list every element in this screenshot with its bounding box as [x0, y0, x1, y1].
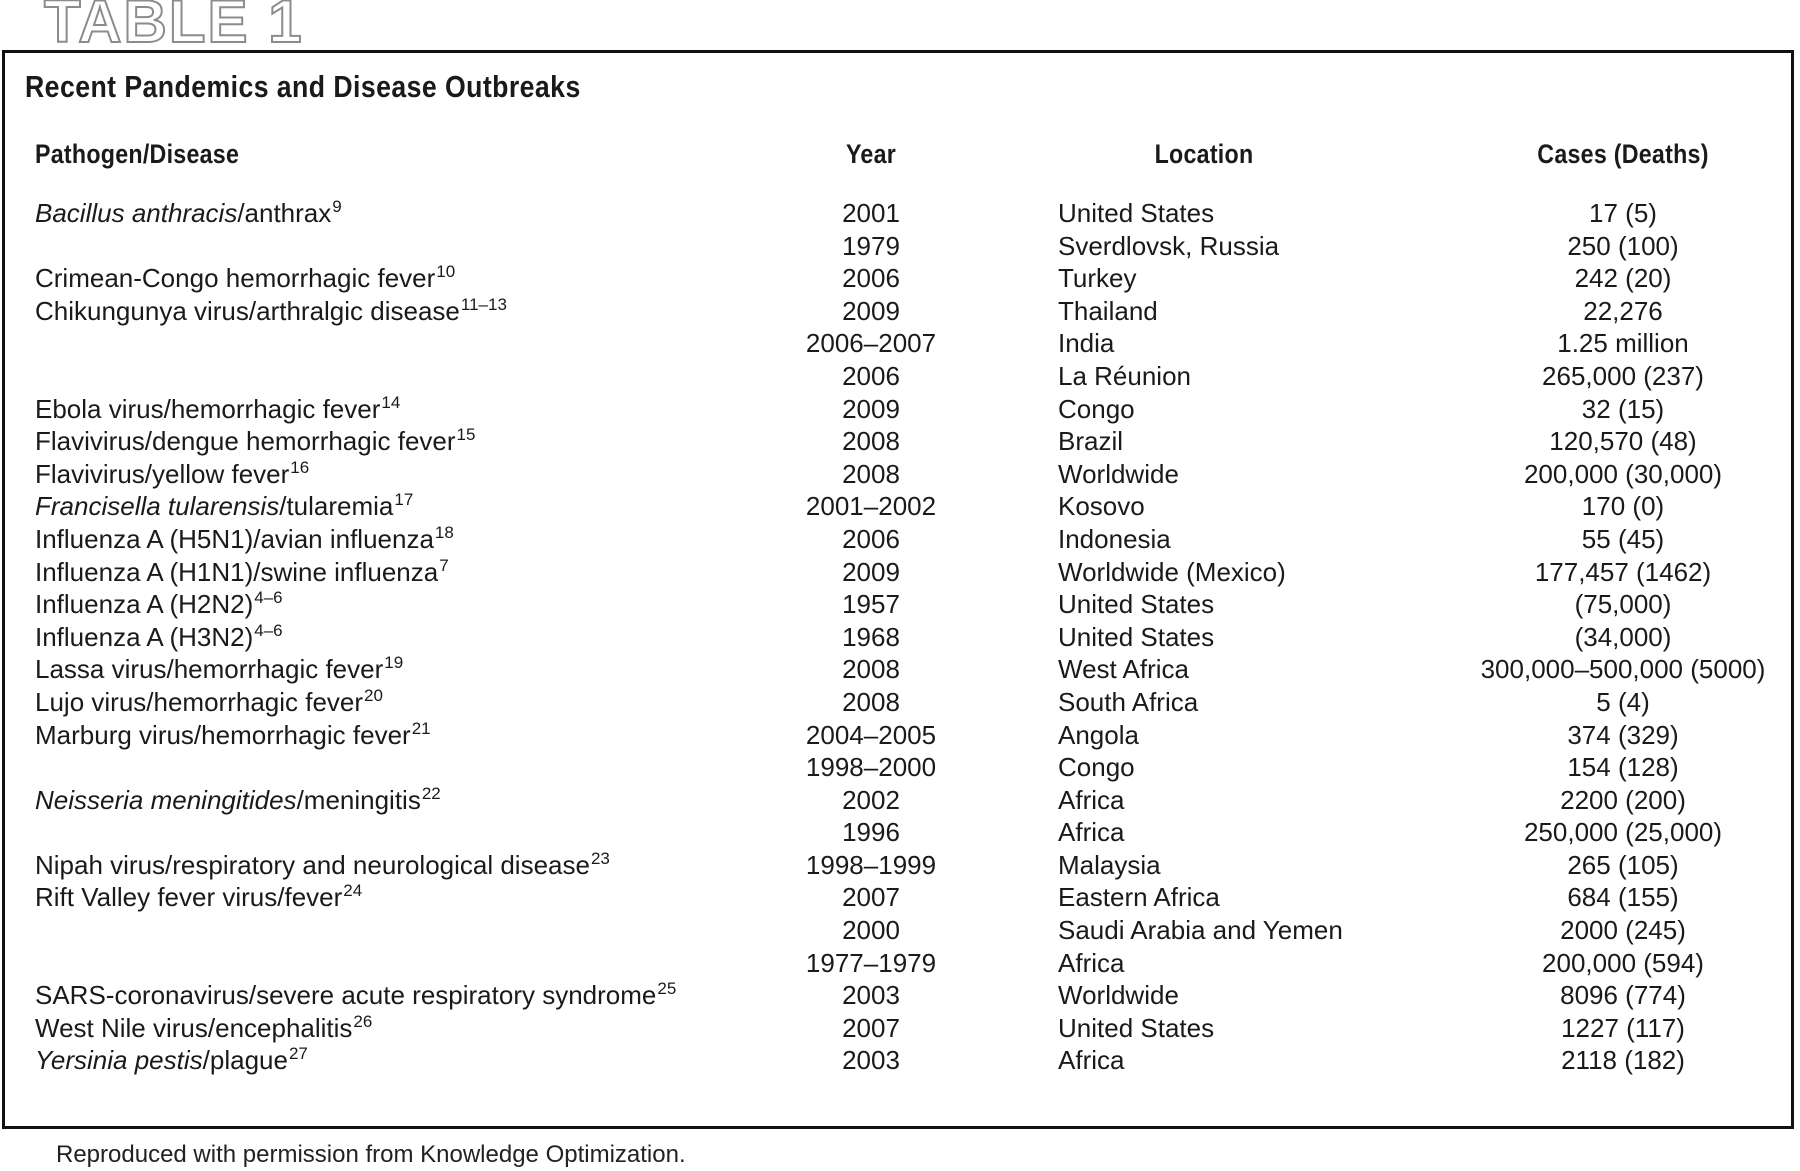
cell-location: Angola	[1058, 719, 1139, 750]
reference-superscript: 9	[332, 197, 342, 216]
table-title: Recent Pandemics and Disease Outbreaks	[25, 69, 581, 104]
pathogen-disease-text: Influenza A (H2N2)	[35, 589, 254, 620]
cell-location: Malaysia	[1058, 849, 1161, 880]
year-value: 2009	[842, 295, 900, 326]
column-header-location-label: Location	[1154, 139, 1254, 169]
pathogen-disease-text: Crimean-Congo hemorrhagic fever	[35, 263, 436, 294]
cases-value: 177,457 (1462)	[1534, 556, 1712, 587]
table-row	[5, 816, 1791, 849]
cases-value: 265,000 (237)	[1542, 360, 1704, 391]
table-row	[5, 881, 1791, 914]
table-row	[5, 360, 1791, 393]
year-value: 2006	[842, 523, 900, 554]
table-row	[5, 686, 1791, 719]
cell-location: Turkey	[1058, 263, 1137, 294]
year-value: 1998–2000	[805, 752, 937, 783]
column-header-pathogen: Pathogen/Disease	[35, 139, 240, 169]
reference-superscript: 27	[288, 1044, 308, 1064]
year-value: 1996	[842, 817, 900, 848]
table-row	[5, 653, 1791, 686]
reference-superscript: 24	[343, 881, 363, 901]
cell-location: West Africa	[1058, 654, 1190, 685]
reference-superscript: 20	[364, 685, 383, 705]
cell-location: Africa	[1058, 1045, 1125, 1076]
year-value: 1957	[842, 589, 900, 620]
pathogen-disease-text: Influenza A (H5N1)/avian influenza	[35, 523, 434, 554]
pathogen-species-name: Francisella tularensis	[35, 491, 280, 522]
pathogen-disease-text: Nipah virus/respiratory and neurological disease	[35, 849, 590, 880]
pathogen-disease-text: Ebola virus/hemorrhagic fever	[35, 393, 381, 424]
reference-superscript: 22	[421, 783, 441, 803]
cases-value: 1227 (117)	[1561, 1012, 1685, 1043]
year-value: 2004–2005	[805, 719, 937, 750]
cases-value: 242 (20)	[1574, 263, 1672, 294]
table-row	[5, 230, 1791, 263]
cases-value: 250,000 (25,000)	[1523, 817, 1723, 848]
cases-value: 22,276	[1583, 295, 1663, 326]
cell-location: Worldwide	[1058, 458, 1179, 489]
year-value: 1979	[842, 230, 900, 261]
cell-pathogen	[35, 1044, 308, 1081]
year-value: 2007	[842, 882, 900, 913]
cell-location: India	[1058, 328, 1115, 359]
cell-location: Congo	[1058, 752, 1135, 783]
cases-value: (34,000)	[1574, 621, 1672, 652]
pathogen-disease-text: West Nile virus/encephalitis	[35, 1012, 353, 1043]
pathogen-disease-text: /plague	[202, 1045, 288, 1076]
table-row	[5, 947, 1791, 980]
pathogen-disease-text: Chikungunya virus/arthralgic disease	[35, 295, 460, 326]
year-value: 2007	[842, 1012, 900, 1043]
table-row	[5, 1012, 1791, 1045]
pathogen-disease-text: Flavivirus/dengue hemorrhagic fever	[35, 426, 456, 457]
pathogen-disease-text: Lassa virus/hemorrhagic fever	[35, 654, 384, 685]
cases-value: 32 (15)	[1581, 393, 1665, 424]
table-row	[5, 979, 1791, 1012]
table-row	[5, 556, 1791, 589]
cases-value: 2200 (200)	[1560, 784, 1686, 815]
pathogen-species-name: Bacillus anthracis	[35, 198, 238, 228]
cell-location: United States	[1058, 621, 1215, 652]
column-header-year-label: Year	[845, 139, 897, 169]
cases-value: 120,570 (48)	[1549, 426, 1697, 457]
reference-superscript: 11–13	[460, 294, 507, 314]
pathogen-disease-text: Marburg virus/hemorrhagic fever	[35, 719, 411, 750]
reference-superscript: 10	[436, 262, 456, 282]
cases-value: 300,000–500,000 (5000)	[1480, 654, 1766, 685]
year-value: 2000	[842, 915, 900, 946]
cases-value: 2118 (182)	[1561, 1045, 1685, 1076]
year-value: 2008	[842, 426, 900, 457]
cell-pathogen	[35, 784, 441, 821]
table-body	[5, 197, 1791, 1077]
cases-value: 374 (329)	[1567, 719, 1679, 750]
cell-location: Saudi Arabia and Yemen	[1058, 915, 1343, 946]
pathogen-species-name: Neisseria meningitides	[35, 784, 297, 815]
reference-superscript: 19	[384, 653, 404, 673]
cases-value: 1.25 million	[1557, 328, 1689, 359]
pathogen-disease-text: Flavivirus/yellow fever	[35, 458, 290, 489]
table-row	[5, 197, 1791, 230]
cell-location: Africa	[1058, 784, 1125, 815]
reference-superscript: 4–6	[254, 620, 283, 640]
cell-location: Africa	[1058, 817, 1125, 848]
cell-pathogen	[35, 393, 400, 430]
reference-superscript: 4–6	[254, 588, 283, 608]
cell-location: La Réunion	[1058, 360, 1191, 391]
cell-pathogen	[35, 588, 283, 625]
cases-value: (75,000)	[1574, 589, 1672, 620]
cell-pathogen	[35, 881, 362, 918]
reference-superscript: 14	[381, 392, 401, 412]
cell-pathogen	[35, 719, 431, 756]
cell-location: Thailand	[1058, 295, 1158, 326]
reference-superscript: 25	[657, 979, 677, 999]
cell-pathogen	[35, 490, 413, 527]
pathogen-disease-text: Influenza A (H1N1)/swine influenza	[35, 556, 439, 587]
table-row	[5, 784, 1791, 817]
cell-pathogen	[35, 556, 449, 593]
cell-pathogen	[35, 262, 455, 299]
pathogen-species-name: Yersinia pestis	[35, 1045, 203, 1076]
cases-value: 170 (0)	[1581, 491, 1665, 522]
cell-location: Worldwide (Mexico)	[1058, 556, 1286, 587]
cell-location: United States	[1058, 1012, 1215, 1043]
reference-superscript: 23	[590, 848, 610, 868]
cell-location: Africa	[1058, 947, 1125, 978]
table-row	[5, 588, 1791, 621]
year-value: 1977–1979	[805, 947, 937, 978]
table-row	[5, 1044, 1791, 1077]
reference-superscript: 17	[394, 490, 414, 510]
reference-superscript: 16	[290, 457, 310, 477]
table-header-row	[5, 139, 1791, 179]
cell-location: United States	[1058, 198, 1215, 228]
pathogen-disease-text: Influenza A (H3N2)	[35, 621, 254, 652]
cases-value: 200,000 (594)	[1542, 947, 1704, 978]
table-row	[5, 849, 1791, 882]
column-header-cases-label: Cases (Deaths)	[1537, 139, 1709, 169]
year-value: 2003	[842, 1045, 900, 1076]
cell-pathogen	[35, 197, 342, 234]
cell-location: Indonesia	[1058, 523, 1171, 554]
year-value: 2006	[842, 263, 900, 294]
pathogen-disease-text: SARS-coronavirus/severe acute respiratory syndrome	[35, 980, 657, 1011]
cases-value: 55 (45)	[1581, 523, 1665, 554]
cell-location: South Africa	[1058, 686, 1199, 717]
table-row	[5, 719, 1791, 752]
table-footnote: Reproduced with permission from Knowledge Optimization.	[56, 1141, 686, 1168]
cell-location: United States	[1058, 589, 1215, 620]
table-row	[5, 458, 1791, 491]
cell-location: Eastern Africa	[1058, 882, 1220, 913]
year-value: 2008	[842, 654, 900, 685]
table-row	[5, 425, 1791, 458]
table-container	[2, 50, 1794, 1129]
year-value: 2008	[842, 686, 900, 717]
cases-value: 200,000 (30,000)	[1523, 458, 1723, 489]
cell-pathogen	[35, 1012, 372, 1049]
cell-pathogen	[35, 425, 475, 462]
table-row	[5, 621, 1791, 654]
cell-pathogen	[35, 458, 309, 495]
cases-value: 265 (105)	[1567, 849, 1679, 880]
cell-pathogen	[35, 979, 676, 1016]
year-value: 2006	[842, 360, 900, 391]
pathogen-disease-text: /anthrax	[237, 198, 332, 228]
year-value: 1968	[842, 621, 900, 652]
reference-superscript: 21	[411, 718, 431, 738]
year-value: 2009	[842, 556, 900, 587]
pathogen-disease-text: Lujo virus/hemorrhagic fever	[35, 686, 364, 717]
year-value: 2006–2007	[805, 328, 937, 359]
year-value: 2009	[842, 393, 900, 424]
year-value: 1998–1999	[805, 849, 937, 880]
cases-value: 684 (155)	[1567, 882, 1679, 913]
cell-pathogen	[35, 295, 507, 332]
table-number-label: TABLE 1	[44, 0, 304, 55]
table-row	[5, 751, 1791, 784]
cases-value: 250 (100)	[1567, 230, 1679, 261]
cell-location: Sverdlovsk, Russia	[1058, 230, 1280, 261]
year-value: 2001	[842, 198, 900, 228]
cases-value: 2000 (245)	[1560, 915, 1686, 946]
cases-value: 17 (5)	[1589, 198, 1657, 228]
table-row	[5, 295, 1791, 328]
table-row	[5, 523, 1791, 556]
reference-superscript: 18	[434, 522, 454, 542]
cell-pathogen	[35, 621, 283, 658]
cell-pathogen	[35, 686, 383, 723]
reference-superscript: 15	[456, 425, 476, 445]
reference-superscript: 26	[353, 1011, 373, 1031]
cases-value: 5 (4)	[1596, 686, 1650, 717]
pathogen-disease-text: Rift Valley fever virus/fever	[35, 882, 343, 913]
cell-location: Worldwide	[1058, 980, 1179, 1011]
cases-value: 8096 (774)	[1560, 980, 1686, 1011]
year-value: 2008	[842, 458, 900, 489]
year-value: 2002	[842, 784, 900, 815]
table-row	[5, 393, 1791, 426]
table-row	[5, 914, 1791, 947]
year-value: 2001–2002	[805, 491, 937, 522]
table-row	[5, 490, 1791, 523]
cell-location: Congo	[1058, 393, 1135, 424]
cell-location: Kosovo	[1058, 491, 1145, 522]
cell-pathogen	[35, 523, 454, 560]
pathogen-disease-text: /meningitis	[296, 784, 421, 815]
cell-pathogen	[35, 653, 403, 690]
cell-pathogen	[35, 849, 610, 886]
year-value: 2003	[842, 980, 900, 1011]
cell-location: Brazil	[1058, 426, 1124, 457]
pathogen-disease-text: /tularemia	[279, 491, 394, 522]
table-row	[5, 262, 1791, 295]
cases-value: 154 (128)	[1567, 752, 1679, 783]
table-row	[5, 327, 1791, 360]
reference-superscript: 7	[439, 555, 449, 575]
